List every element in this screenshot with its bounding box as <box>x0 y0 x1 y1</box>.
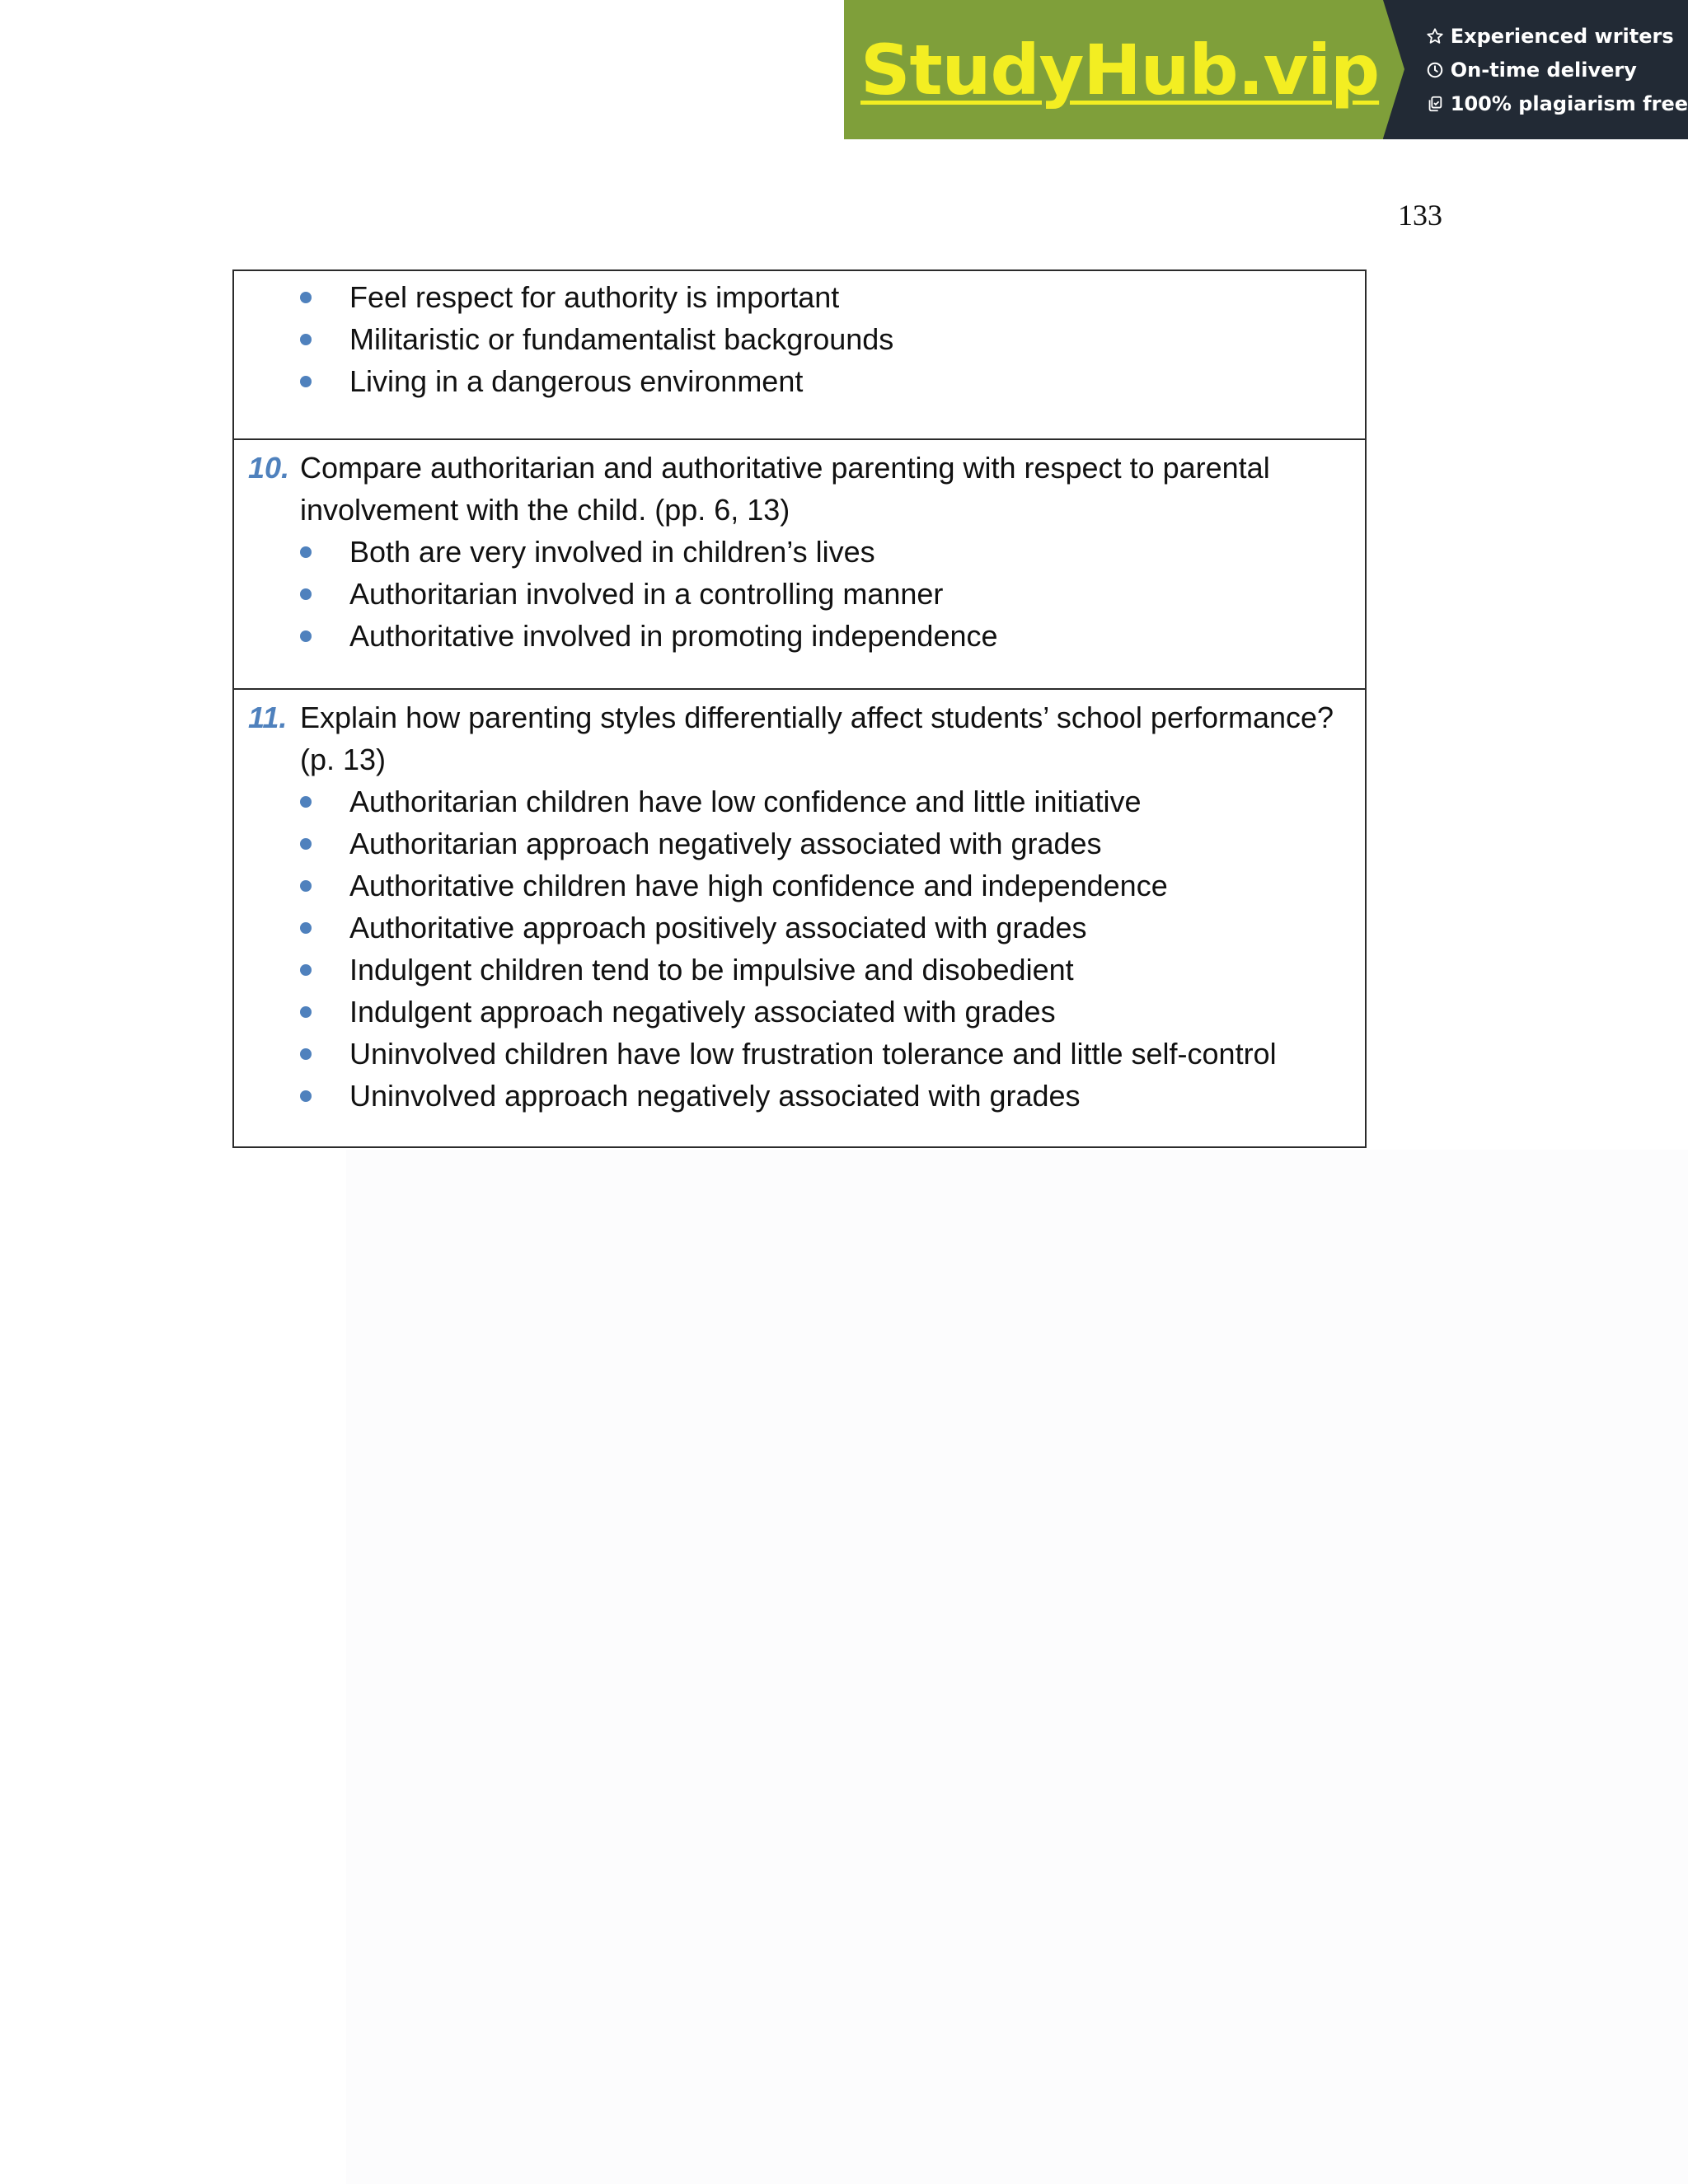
page-number: 133 <box>1398 199 1442 232</box>
bullet-icon <box>300 1090 312 1102</box>
feature-label: On-time delivery <box>1450 58 1637 82</box>
list-item <box>300 531 1365 573</box>
list-item <box>300 949 1365 991</box>
bullet-icon <box>300 1048 312 1060</box>
study-guide-table <box>232 269 1367 1148</box>
bullet-icon <box>300 922 312 934</box>
question-number: 11. <box>248 701 288 734</box>
bullet-list <box>300 780 1365 1117</box>
page-background <box>346 1150 1688 2184</box>
table-row <box>234 438 1365 688</box>
question-number: 10. <box>248 451 290 485</box>
bullet-icon <box>300 1006 312 1018</box>
feature-plagiarism-free <box>1424 87 1688 120</box>
list-item <box>300 780 1365 823</box>
list-item <box>300 865 1365 907</box>
question-text: Compare authoritarian and authoritative parenting with respect to parental involvement with the child. (pp. 6, 13) <box>300 451 1270 527</box>
copy-icon <box>1424 93 1446 115</box>
banner-features <box>1383 0 1688 139</box>
list-item <box>300 907 1365 949</box>
bullet-icon <box>300 838 312 850</box>
studyhub-banner[interactable] <box>844 0 1688 139</box>
list-item <box>300 573 1365 615</box>
list-item-text: Authoritative approach positively associated with grades <box>349 911 1087 944</box>
list-item-text: Militaristic or fundamentalist backgrounds <box>349 322 894 356</box>
list-item <box>300 1075 1365 1117</box>
bullet-icon <box>300 880 312 892</box>
bullet-list <box>300 531 1365 657</box>
bullet-icon <box>300 964 312 976</box>
bullet-icon <box>300 796 312 808</box>
bullet-icon <box>300 546 312 558</box>
list-item-text: Authoritarian children have low confidence and little initiative <box>349 785 1142 818</box>
list-item <box>300 823 1365 865</box>
list-item <box>300 615 1365 657</box>
list-item-text: Authoritarian approach negatively associated with grades <box>349 827 1102 860</box>
list-item-text: Living in a dangerous environment <box>349 364 804 398</box>
list-item <box>300 991 1365 1033</box>
list-item-text: Uninvolved children have low frustration tolerance and little self-control <box>349 1037 1277 1071</box>
question-text: Explain how parenting styles differentially affect students’ school performance? (p. 13) <box>300 701 1334 776</box>
clock-icon <box>1424 59 1446 81</box>
bullet-icon <box>300 292 312 303</box>
feature-on-time-delivery <box>1424 53 1688 87</box>
bullet-icon <box>300 376 312 387</box>
list-item-text: Authoritarian involved in a controlling manner <box>349 577 944 611</box>
feature-label: Experienced writers <box>1450 24 1674 48</box>
list-item <box>300 276 1365 318</box>
bullet-icon <box>300 630 312 642</box>
bullet-list <box>300 276 1365 402</box>
list-item-text: Authoritative involved in promoting independence <box>349 619 998 653</box>
list-item-text: Indulgent approach negatively associated with grades <box>349 995 1056 1029</box>
list-item <box>300 360 1365 402</box>
list-item <box>300 1033 1365 1075</box>
table-row <box>234 688 1365 1146</box>
bullet-icon <box>300 334 312 345</box>
feature-label: 100% plagiarism free <box>1450 91 1688 115</box>
list-item-text: Indulgent children tend to be impulsive and disobedient <box>349 953 1074 987</box>
bullet-icon <box>300 588 312 600</box>
brand-logo[interactable]: StudyHub.vip <box>860 29 1380 110</box>
list-item-text: Both are very involved in children’s lives <box>349 535 875 569</box>
list-item-text: Uninvolved approach negatively associated with grades <box>349 1079 1081 1113</box>
star-icon <box>1424 26 1446 47</box>
table-row <box>234 271 1365 438</box>
list-item <box>300 318 1365 360</box>
list-item-text: Authoritative children have high confidence and independence <box>349 869 1168 902</box>
banner-brand-panel <box>844 0 1383 139</box>
list-item-text: Feel respect for authority is important <box>349 280 840 314</box>
feature-experienced-writers <box>1424 19 1688 53</box>
